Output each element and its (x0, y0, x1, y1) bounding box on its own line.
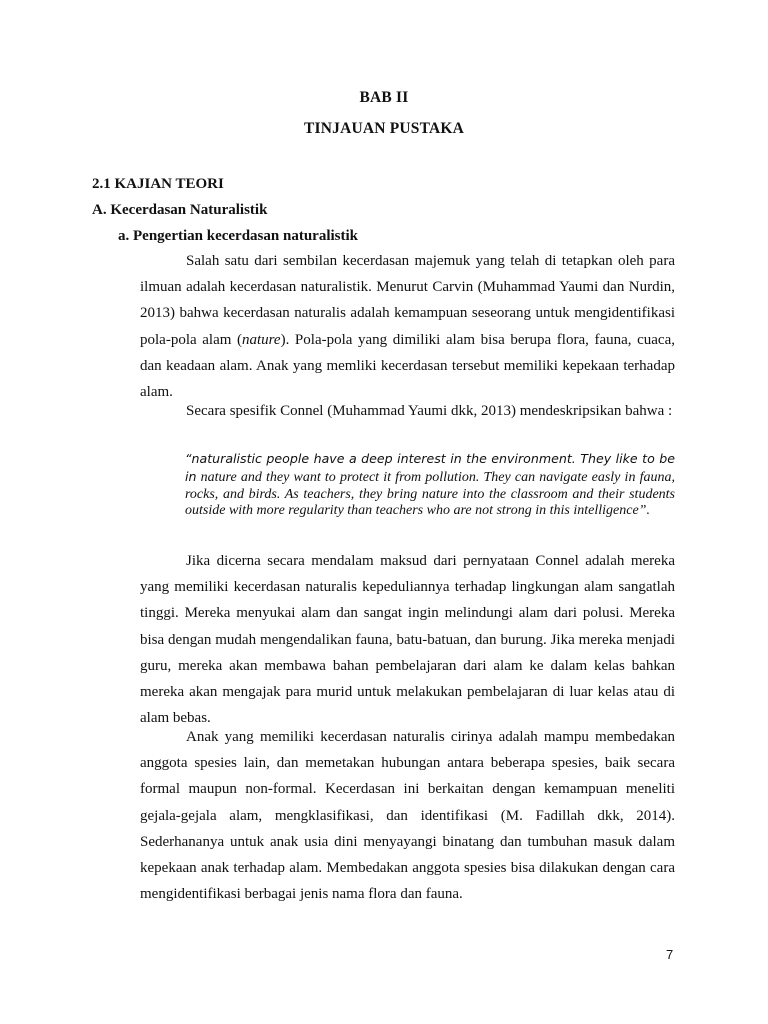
subsubsection-heading: a. Pengertian kecerdasan naturalistik (118, 228, 358, 244)
subsection-heading: A. Kecerdasan Naturalistik (92, 202, 268, 218)
quote-first-line: “naturalistic people have a deep interest in the environment. They like to be in (185, 451, 675, 484)
block-quote (185, 451, 675, 520)
italic-term: nature (241, 331, 281, 348)
body-paragraph: Secara spesifik Connel (Muhammad Yaumi dkk, 2013) mendeskripsikan bahwa : (186, 403, 673, 419)
section-heading: 2.1 KAJIAN TEORI (92, 176, 224, 192)
page-number: 7 (666, 947, 674, 962)
paragraph-text: Salah satu dari sembilan kecerdasan majemuk yang telah di tetapkan oleh para ilmuan adalah kecerdasan naturalistik. Menurut Carvin (Muhammad Yaumi dan Nurdin, 2013) bahwa kecerdasan naturalis adalah kemampuan seseorang untuk mengidentifikasi pola-pola alam ( (140, 253, 675, 348)
paragraph-text: ). Pola-pola yang dimiliki alam bisa berupa flora, fauna, cuaca, dan keadaan alam. Anak yang memliki kecerdasan tersebut memiliki kepekaan terhadap alam. (140, 331, 675, 401)
quote-text: nature and they want to protect it from pollution. They can navigate easly in fauna, rocks, and birds. As teachers, they bring nature into the classroom and their students outside with more regularity than teachers who are not strong in this intelligence”. (185, 469, 675, 519)
chapter-title: TINJAUAN PUSTAKA (303, 120, 465, 137)
body-paragraph: Jika dicerna secara mendalam maksud dari pernyataan Connel adalah mereka yang memiliki kecerdasan naturalis kepeduliannya terhadap lingkungan alam sangatlah tinggi. Mereka menyukai alam dan sangat ingin melindungi alam dari polusi. Mereka bisa dengan mudah mengendalikan fauna, batu-batuan, dan burung. Jika mereka menjadi guru, mereka akan membawa bahan pembelajaran dari alam ke dalam kelas bahkan mereka akan mengajak para murid untuk melakukan pembelajaran di luar kelas atau di alam bebas. (140, 553, 675, 727)
body-paragraph: Anak yang memiliki kecerdasan naturalis cirinya adalah mampu membedakan anggota spesies lain, dan memetakan hubungan antara beberapa spesies, baik secara formal maupun non-formal. Kecerdasan ini berkaitan dengan kemampuan meneliti gejala-gejala alam, mengklasifikasi, dan identifikasi (M. Fadillah dkk, 2014). Sederhananya untuk anak usia dini menyayangi binatang dan tumbuhan masuk dalam kepekaan anak terhadap alam. Membedakan anggota spesies bisa dilakukan dengan cara mengidentifikasi berbagai jenis nama flora dan fauna. (140, 729, 675, 903)
body-paragraph (140, 248, 675, 405)
chapter-number: BAB II (359, 89, 409, 106)
